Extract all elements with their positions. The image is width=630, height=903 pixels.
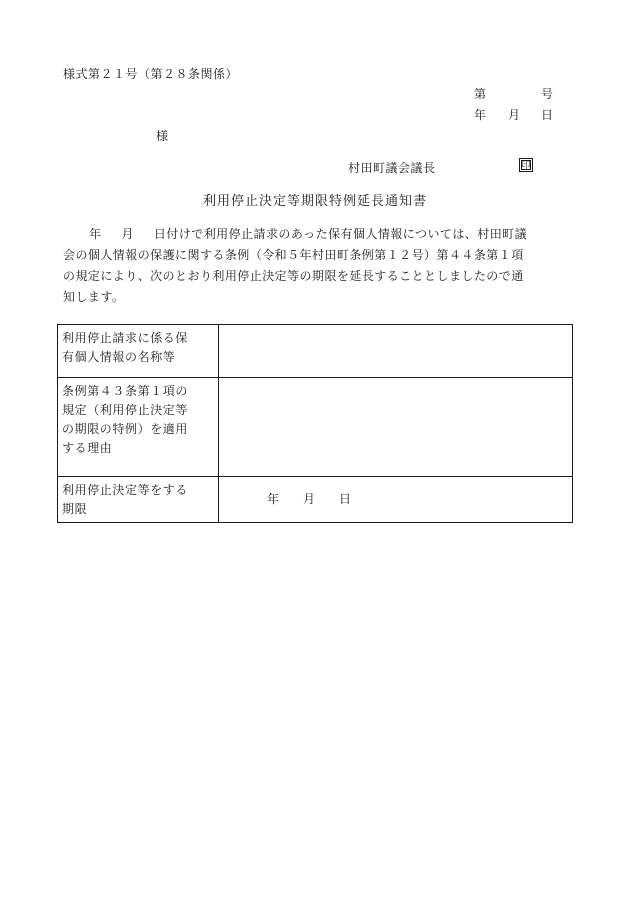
- sender-name: 村田町議会議長: [348, 161, 436, 175]
- table-row-reason: [58, 378, 573, 477]
- label-line: 利用停止請求に係る保: [62, 331, 189, 345]
- table-row-deadline: [58, 477, 573, 523]
- seal-char: 印: [521, 161, 531, 171]
- label-line: 有個人情報の名称等: [62, 350, 176, 364]
- label-info-name: [58, 325, 219, 378]
- body-line-1: [63, 224, 575, 245]
- value-deadline[interactable]: [219, 477, 573, 523]
- label-line: 規定（利用停止決定等: [62, 403, 189, 417]
- label-reason: [58, 378, 219, 477]
- value-info-name[interactable]: [219, 325, 573, 378]
- form-number: 様式第２１号（第２８条関係）: [63, 67, 239, 81]
- label-line: 期限: [62, 502, 88, 516]
- body-month: 月: [121, 227, 134, 241]
- body-line-2: 会の個人情報の保護に関する条例（令和５年村田町条例第１２号）第４４条第１項: [63, 248, 524, 262]
- deadline-month: 月: [303, 492, 316, 506]
- label-line: 利用停止決定等をする: [62, 483, 189, 497]
- deadline-day: 日: [339, 492, 352, 506]
- seal-icon: [519, 158, 533, 172]
- recipient-honorific: 様: [156, 129, 169, 143]
- issue-date-month: 月: [508, 108, 521, 122]
- issue-date-year: 年: [474, 108, 487, 122]
- body-line-1-rest: 日付けで利用停止請求のあった保有個人情報については、村田町議: [153, 227, 528, 241]
- label-deadline: [58, 477, 219, 523]
- document-number-prefix: 第: [474, 87, 487, 101]
- issue-date-day: 日: [541, 108, 554, 122]
- deadline-year: 年: [267, 492, 280, 506]
- value-reason[interactable]: [219, 378, 573, 477]
- label-line: の期限の特例）を適用: [62, 422, 189, 436]
- document-title: 利用停止決定等期限特例延長通知書: [202, 194, 427, 209]
- body-line-3: の規定により、次のとおり利用停止決定等の期限を延長することとしましたので通: [63, 269, 524, 283]
- body-line-4: 知します。: [63, 290, 125, 304]
- notice-body: [63, 224, 575, 308]
- document-number-suffix: 号: [541, 87, 554, 101]
- label-line: 条例第４３条第１項の: [62, 384, 189, 398]
- body-year: 年: [89, 227, 102, 241]
- info-table: [57, 324, 573, 523]
- label-line: する理由: [62, 441, 113, 455]
- deadline-date: [219, 477, 572, 507]
- table-row-info-name: [58, 325, 573, 378]
